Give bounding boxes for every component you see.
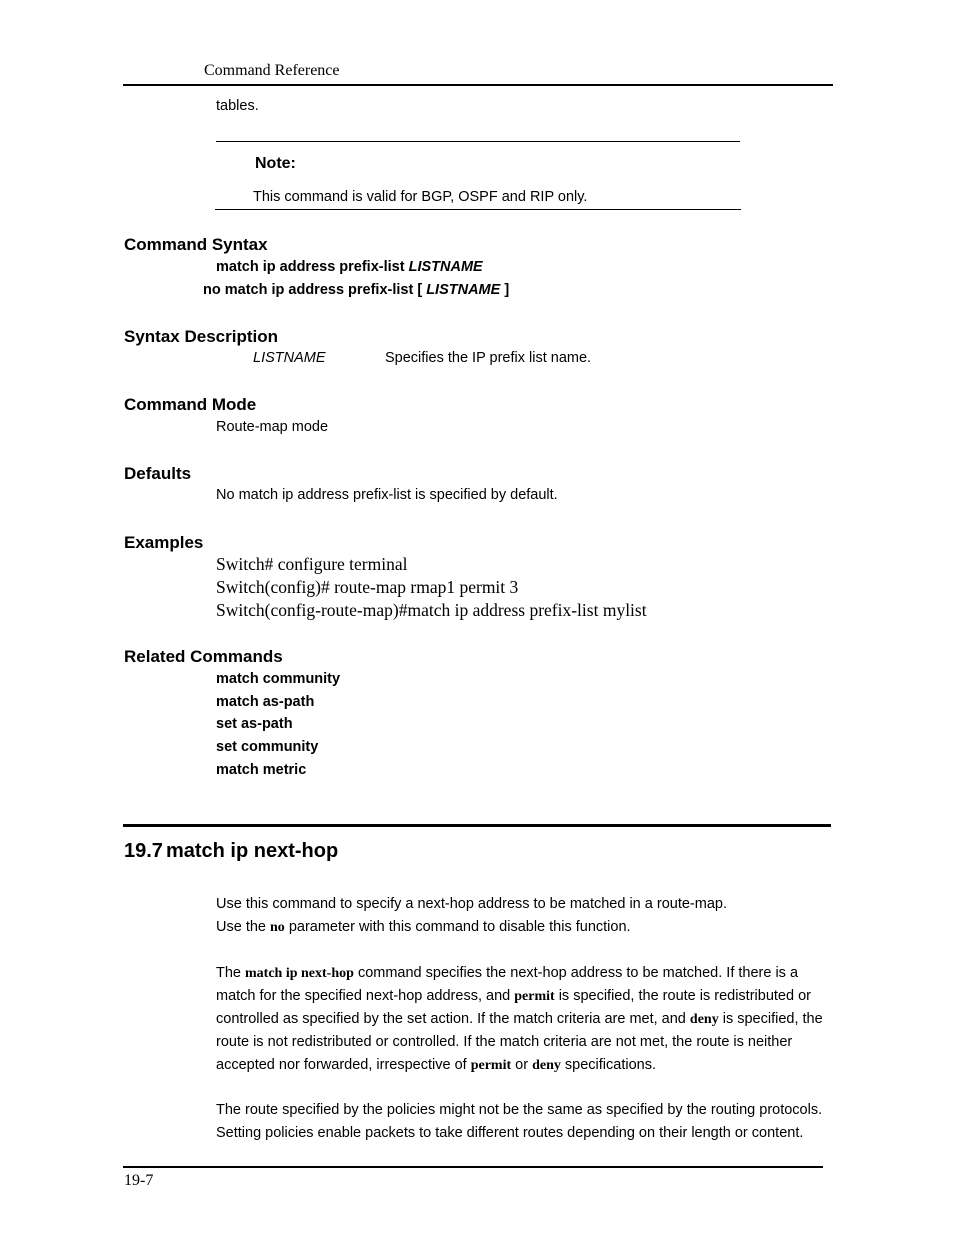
note-label: Note: — [255, 155, 296, 172]
header-rule — [123, 84, 833, 86]
related-command-item: match metric — [216, 762, 307, 778]
para-keyword: deny — [532, 1058, 561, 1073]
syntax-line-1-arg: LISTNAME — [408, 259, 483, 275]
syntax-param: LISTNAME — [253, 350, 326, 366]
syntax-line-2 — [203, 282, 509, 298]
para-text: command specifies the next-hop address to be matched. If there is a match for the specified next-hop address, and — [216, 965, 799, 1004]
related-command-item: match community — [216, 671, 341, 687]
note-text: This command is valid for BGP, OSPF and RIP only. — [253, 189, 588, 205]
para-text: specifications. — [560, 1057, 656, 1073]
related-command-item: set as-path — [216, 716, 293, 732]
para-keyword: deny — [689, 1012, 719, 1027]
syntax-description-heading: Syntax Description — [124, 327, 278, 346]
intro-text: Use the — [216, 919, 270, 935]
example-line: Switch(config)# route-map rmap1 permit 3 — [216, 577, 519, 597]
para-text: The — [216, 965, 246, 981]
syntax-line-2-cmd: no match ip address prefix-list [ — [203, 282, 427, 298]
note-bottom-rule — [215, 209, 741, 210]
intro-line-1: Use this command to specify a next-hop address to be matched in a route-map. — [216, 896, 727, 912]
section-number: 19.7 — [124, 840, 163, 862]
note-top-rule — [216, 141, 740, 142]
para-text: or — [511, 1057, 533, 1073]
related-commands-heading: Related Commands — [124, 647, 283, 666]
continuation-text: tables. — [216, 98, 259, 114]
syntax-line-2-end: ] — [500, 282, 510, 298]
header-title: Command Reference — [204, 62, 340, 79]
related-command-item: set community — [216, 739, 319, 755]
related-command-item: match as-path — [216, 694, 315, 710]
command-syntax-heading: Command Syntax — [124, 235, 268, 254]
para-keyword: permit — [514, 989, 555, 1004]
example-line: Switch# configure terminal — [216, 554, 408, 574]
para-keyword: match ip next-hop — [245, 966, 354, 981]
para-text: is specified, the route is not redistributed or controlled. If the match criteria are not met, the route is neither accepted nor forwarded, irrespective of — [216, 1011, 823, 1073]
syntax-line-2-arg: LISTNAME — [426, 282, 501, 298]
footer-rule — [123, 1166, 823, 1168]
defaults-text: No match ip address prefix-list is specified by default. — [216, 487, 558, 503]
para-text: is specified, the route is redistributed or controlled as specified by the set action. If the match criteria are met, and — [216, 988, 811, 1027]
command-mode-text: Route-map mode — [216, 419, 329, 435]
section-rule — [123, 824, 831, 827]
section-title: match ip next-hop — [165, 840, 339, 862]
paragraph-match-behavior — [216, 962, 836, 1077]
examples-heading: Examples — [124, 533, 204, 552]
example-line: Switch(config-route-map)#match ip address prefix-list mylist — [216, 600, 647, 620]
intro-keyword: no — [270, 920, 285, 935]
defaults-heading: Defaults — [124, 464, 192, 483]
syntax-param-desc: Specifies the IP prefix list name. — [385, 350, 592, 366]
page-number: 19-7 — [124, 1172, 154, 1189]
intro-text: parameter with this command to disable this function. — [284, 919, 631, 935]
para-keyword: permit — [470, 1058, 512, 1073]
syntax-line-1-cmd: match ip address prefix-list — [216, 259, 409, 275]
syntax-line-1 — [216, 259, 483, 275]
paragraph-policies: The route specified by the policies might not be the same as specified by the routing protocols. Setting policies enable packets to take different routes depending on their length or content. — [216, 1102, 823, 1141]
section-heading — [124, 840, 338, 863]
command-mode-heading: Command Mode — [124, 395, 257, 414]
intro-line-2 — [216, 919, 631, 936]
